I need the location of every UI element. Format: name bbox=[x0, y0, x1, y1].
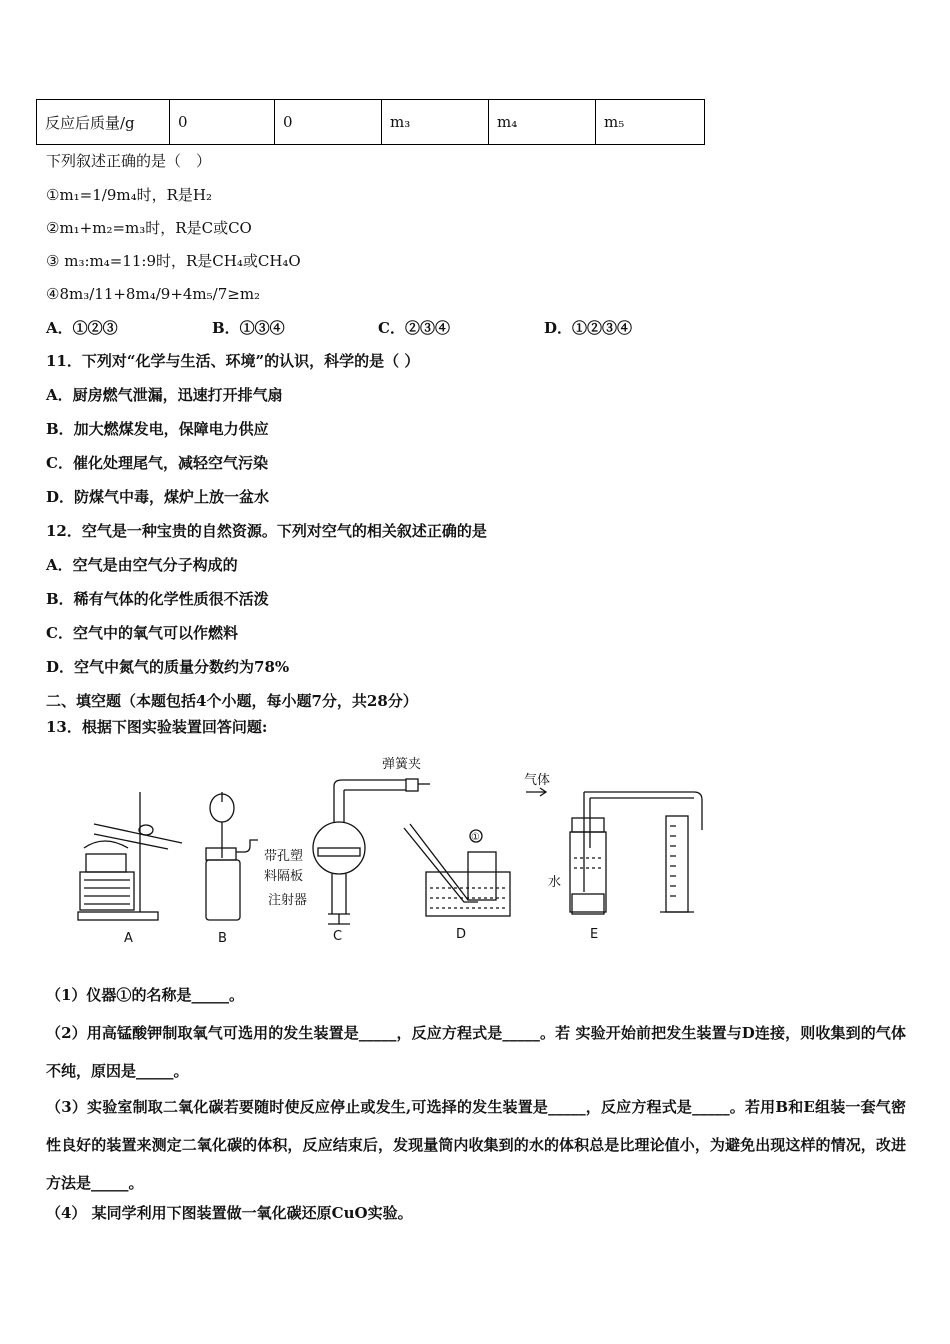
instrument-1-label: ① bbox=[471, 832, 480, 843]
plate-label-line2: 料隔板 bbox=[264, 869, 304, 884]
q11-option-a: A．厨房燃气泄漏，迅速打开排气扇 bbox=[46, 386, 283, 404]
q11-stem: 11．下列对“化学与生活、环境”的认识，科学的是（ ） bbox=[46, 352, 420, 370]
apparatus-c bbox=[313, 779, 430, 924]
q12-option-a: A．空气是由空气分子构成的 bbox=[46, 556, 238, 574]
q12-option-d: D．空气中氮气的质量分数约为78% bbox=[46, 658, 290, 676]
label-a: A bbox=[124, 931, 133, 946]
label-d: D bbox=[456, 927, 467, 942]
q13-part-4: （4） 某同学利用下图装置做一氧化碳还原CuO实验。 bbox=[46, 1204, 413, 1222]
apparatus-e bbox=[526, 788, 702, 914]
table-cell: 0 bbox=[170, 100, 275, 145]
q10-option-c: C．②③④ bbox=[378, 319, 450, 337]
apparatus-d bbox=[404, 824, 510, 916]
table-cell: m₃ bbox=[382, 100, 489, 145]
section-heading: 二、填空题（本题包括4个小题，每小题7分，共28分） bbox=[46, 692, 418, 710]
table-cell: m₄ bbox=[489, 100, 596, 145]
q10-statement-2: ②m₁+m₂=m₃时，R是C或CO bbox=[46, 219, 252, 237]
q11-option-d: D．防煤气中毒，煤炉上放一盆水 bbox=[46, 488, 270, 506]
label-c: C bbox=[333, 929, 343, 944]
q13-stem: 13．根据下图实验装置回答问题: bbox=[46, 718, 268, 736]
gas-label: 气体 bbox=[524, 773, 551, 788]
spring-clip-label: 弹簧夹 bbox=[382, 757, 422, 772]
syringe-label: 注射器 bbox=[268, 893, 308, 908]
q10-options bbox=[46, 317, 632, 338]
table-row-label: 反应后质量/g bbox=[37, 100, 170, 145]
q12-stem: 12．空气是一种宝贵的自然资源。下列对空气的相关叙述正确的是 bbox=[46, 522, 487, 540]
q10-option-a: A．①②③ bbox=[46, 319, 118, 337]
q13-part-3: （3）实验室制取二氧化碳若要随时使反应停止或发生,可选择的发生装置是_____，反应方程式是_____。若用B和E组装一套气密性良好的装置来测定二氧化碳的体积，反应结束后，发现量筒内收集到的水的体积总是比理论值小，为避免出现这样的情况，改进方法是_____。 bbox=[46, 1098, 906, 1192]
table-cell: 0 bbox=[275, 100, 382, 145]
q10-statement-1: ①m₁=1/9m₄时，R是H₂ bbox=[46, 186, 213, 204]
water-label: 水 bbox=[548, 875, 562, 890]
q12-option-b: B．稀有气体的化学性质很不活泼 bbox=[46, 590, 269, 608]
mass-table bbox=[36, 99, 705, 145]
table-cell: m₅ bbox=[596, 100, 705, 145]
apparatus-a bbox=[78, 792, 182, 920]
apparatus-b bbox=[206, 792, 258, 920]
q10-statement-3: ③ m₃:m₄=11:9时，R是CH₄或CH₄O bbox=[46, 252, 301, 270]
label-e: E bbox=[590, 927, 599, 942]
q11-option-b: B．加大燃煤发电，保障电力供应 bbox=[46, 420, 269, 438]
q10-option-b: B．①③④ bbox=[212, 319, 285, 337]
q11-option-c: C．催化处理尾气，减轻空气污染 bbox=[46, 454, 268, 472]
q12-option-c: C．空气中的氧气可以作燃料 bbox=[46, 624, 238, 642]
plate-label-line1: 带孔塑 bbox=[264, 849, 304, 864]
q10-option-d: D．①②③④ bbox=[544, 319, 633, 337]
q13-part-1: （1）仪器①的名称是_____。 bbox=[46, 986, 244, 1004]
q10-stem: 下列叙述正确的是（ ） bbox=[46, 152, 212, 170]
label-b: B bbox=[218, 931, 227, 946]
apparatus-figure bbox=[70, 752, 710, 952]
table-row bbox=[37, 100, 705, 145]
q13-part-2: （2）用高锰酸钾制取氧气可选用的发生装置是_____，反应方程式是_____。若 实验开始前把发生装置与D连接，则收集到的气体不纯，原因是_____。 bbox=[46, 1024, 906, 1080]
q10-statement-4: ④8m₃/11+8m₄/9+4m₅/7≥m₂ bbox=[46, 285, 261, 303]
